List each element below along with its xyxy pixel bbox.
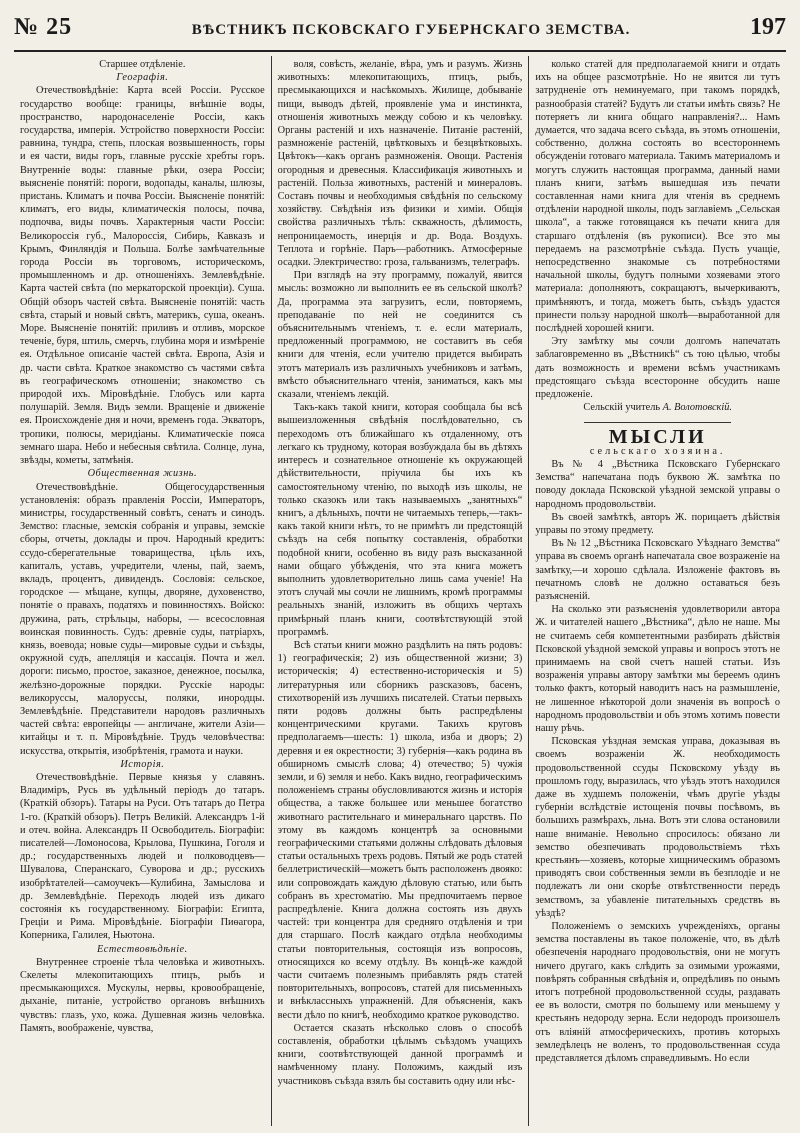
paragraph: Псковская уѣздная земская управа, доказывая въ своемъ возраженіи Ж. необходимость продовольственной ссуды Псковскому уѣзду въ прошломъ году, выразилась, что уѣздъ этотъ находился даже въ худшемъ положеніи, чѣмъ другіе уѣзды губерніи вслѣдствіе истощенія почвы посѣвомъ, въ большихъ размѣрахъ, льна. Вотъ эти слова остановили наше вниманіе. Невольно спросилось: обязано ли земство обезпечивать продовольствіемъ тѣхъ крестьянъ—хозяевъ, которые хищническимъ образомъ приводятъ свои собственныя земли въ безплодіе и не подлежатъ ли они скорѣе отвѣтственности передъ земствомъ, за убавленіе питательныхъ средствъ въ уѣздѣ?: [535, 736, 781, 919]
section-heading: Старшее отдѣленіе.: [99, 59, 186, 70]
column-3: [528, 56, 786, 1126]
columns: [14, 56, 786, 1126]
paragraph: Внутреннее строеніе тѣла человѣка и животныхъ. Скелеты млекопитающихъ птицъ, рыбъ и пресмыкающихся. Мускулы, нервы, кровообращеніе, дыханіе, питаніе, устройство органовъ внѣшнихъ чувствъ: глазъ, ухо, кожа. Душевная жизнь человѣка. Память, воображеніе, чувства,: [20, 956, 265, 1034]
paragraph: Въ своей замѣткѣ, авторъ Ж. порицаетъ дѣйствія управы по этому предмету.: [535, 511, 781, 536]
paragraph: Отечествовѣдѣніе: Карта всей Россіи. Русское государство вообще: границы, внѣшніе воды, пространство, народонаселеніе Россіи, какъ государства, имперія. Устройство поверхности Россіи: равнина, тундра, степь, плоская возвышенность, горы и ея части, виды горъ, главные русскіе хребты горъ. Внутренніе воды: главные рѣки, озера Россіи; выясненіе понятій: пороги, водопады, каналы, шлюзы, пристань. Климатъ и почва Россіи. Выясненіе понятій: климатъ, его виды, климатическія полосы, почва, подпочва, виды почвъ. Характерныя части Россіи: Великороссія губ., Малороссія, Сибирь, Кавказъ и Крымъ, Финляндія и Польша. Болѣе замѣчательные города Россіи въ торговомъ, историческомъ, промышленномъ и др. отношеніяхъ. Землевѣдѣніе. Карта частей свѣта (по меркаторской проекціи). Суша. Общій обзоръ частей свѣта. Выясненіе понятій: часть свѣта, старый и новый свѣтъ, материкъ, суша, океанъ. Море. Выясненіе понятій: приливъ и отливъ, морское теченіе, буря, штиль, смерчъ, глубина моря и измѣреніе ея. Отдѣльное описаніе частей свѣта. Европа, Азія и др. части свѣта. Краткое знакомство съ частями свѣта въ географическомъ отношеніи; знакомство съ природой ихъ. Міровѣдѣніе. Глобусъ или карта полушарій. Земля. Видъ земли. Вращеніе и движеніе ея. Происхожденіе дня и ночи, временъ года. Экваторъ, тропики, полюсы, меридіаны. Климатическіе пояса земнаго шара. Небо и небесныя свѣтила. Солнце, луна, звѣзды, кометы, затмѣнія.: [20, 85, 265, 467]
paragraph: колько статей для предполагаемой книги и отдать ихъ на общее разсмотрѣніе. Но не явится ли тутъ затрудненіе отъ неминуемаго, при такомъ порядкѣ, разнообразія статей? Будутъ ли статьи имѣть связь? Не потеряетъ ли книга общаго направленія?... Намъ думается, что задача всего съѣзда, въ этомъ отношеніи, собственно, должна состоять во всестороннемъ обсужденіи готоваго материала. Такимъ материаломъ и могутъ служить настоящая программа, данный нами планъ книги, затѣмъ вышедшая изъ печати составленная нами книга для чтенія въ среднемъ отдѣленіи народной школы, подъ заглавіемъ „Сельская школа“, а также готовящаяся къ печати книга для старшаго отдѣленія (въ рукописи). Все это мы передаемъ на разсмотрѣніе съѣзда. Пусть учащіе, непосредственно знакомые съ потребностями начальной школы, будутъ полными хозяевами этого материала: дополняютъ, сокращаютъ, вычеркиваютъ, примѣняютъ, и тогда, можетъ быть, съѣздъ удастся принести пользу народной школѣ—выработанной для послѣдней хорошей книги.: [535, 59, 781, 335]
column-2: [271, 56, 529, 1126]
issue-number: № 25: [14, 14, 73, 40]
subsection-history: Исторія.: [120, 758, 165, 770]
paragraph: Всѣ статьи книги можно раздѣлить на пять родовъ: 1) географическія; 2) изъ общественной жизни; 3) историческія; 4) естественно-историческія и 5) литературныя или сборникъ разсказовъ, басенъ, стихотвореній изъ лучшихъ писателей. Статьи первыхъ пяти родовъ должны быть распредѣлены концентрическими кругами. Такихъ круговъ предполагаемъ—шесть: 1) школа, изба и дворъ; 2) деревня и ея окрестности; 3) губернія—какъ родина въ обширномъ смыслѣ слова; 4) отечество; 5) чужія земли, и 6) земля и небо. Какъ видно, географическимъ положеніемъ страны обусловливаются жизнь и исторія общества, а также большее или меньшее богатство животнаго растительнаго и минеральнаго царствъ. По этому въ каждомъ концентрѣ за основными географическими статьями должны слѣдовать дѣловыя статьи остальныхъ трехъ родовъ. Пятый же родъ статей беллетристическій—можетъ быть расположенъ двояко: или сопровождать каждую дѣловую статью, или быть собранъ въ хрестоматію. Мы предпочитаемъ первое распредѣленіе. Книга должна состоять изъ двухъ частей: три концентра для средняго отдѣленія и три для старшаго. Послѣ каждаго отдѣла необходимы статьи повторительныя, состоящія изъ вопросовъ, относящихся ко всему отдѣлу. Въ концѣ-же каждой части считаемъ полезнымъ прибавлять рядъ статей повторительныхъ, вопросовъ, статей для письменныхъ и внѣклассныхъ упражненій. Для объясненія, какъ вести дѣло по книгѣ, необходимо краткое руководство.: [277, 639, 523, 1021]
subsection-geography: Географія.: [116, 72, 169, 84]
page-number: 197: [749, 14, 786, 40]
column-1: [14, 56, 271, 1126]
journal-title: ВѢСТНИКЪ ПСКОВСКАГО ГУБЕРНСКАГО ЗЕМСТВА.: [191, 22, 631, 38]
paragraph: Въ № 4 „Вѣстника Псковскаго Губернскаго Земства“ напечатана подъ буквою Ж. замѣтка по поводу доклада Псковской уѣздной земской управы о народномъ продовольствіи.: [535, 458, 781, 510]
divider: [584, 422, 731, 423]
paragraph: Эту замѣтку мы сочли долгомъ напечатать заблаговременно въ „Вѣстникѣ“ съ тою цѣлью, чтобы дать возможность и времени всѣмъ участникамъ предстоящаго съѣзда всесторонне обсудить наше предложеніе.: [535, 336, 781, 401]
paragraph: Такъ-какъ такой книги, которая сообщала бы всѣ вышеизложенныя свѣдѣнія послѣдовательно, съ переходомъ отъ ближайшаго къ отдаленному, отъ легкаго къ трудному, которая возбуждала бы въ дѣтяхъ интересъ и сознательное отношеніе къ окружающей дѣйствительности, пріучила бы ихъ къ самостоятельному чтенію, по выходѣ изъ школы, не только сказокъ или такъ называемыхъ „занятныхъ“ книгъ, а дѣльныхъ, почти не читаемыхъ теперь,—такъ-какъ такой книги нѣтъ, то не примѣтъ ли предстоящій съѣздъ на себя попытку составленія, обработки подобной книги, особенно въ виду разъ высказанной нами общаго убѣжденія, что эта книга можетъ выполнить удовлетворительно лишь сама ученіе! На этотъ случай мы сочли не лишнимъ, кромѣ программы реальныхъ знаній, изложить въ общихъ чертахъ примѣрный планъ книги, соотвѣтствующій этой программѣ.: [277, 402, 523, 638]
paragraph: воля, совѣсть, желаніе, вѣра, умъ и разумъ. Жизнь животныхъ: млекопитающихъ, птицъ, рыбъ, пресмыкающихся и насѣкомыхъ. Жилище, добываніе пищи, выводъ дѣтей, проявленіе ума и инстинкта, отношенія животныхъ между собою и къ человѣку. Органы растеній и ихъ назначеніе. Питаніе растеній, размноженіе растеній, цвѣтковыхъ и безцвѣтковыхъ. Цвѣтокъ—какъ органъ размноженія. Овощи. Растенія огородныя и древесныя. Классификація животныхъ и растеній. Польза животныхъ, растеній и минераловъ. Составъ почвы и необходимыя свѣдѣнія по сельскому хозяйству. Свѣдѣнія изъ физики и химіи. Общія свойства различныхъ тѣлъ: скважность, дѣлимость, непроницаемость, инерція и др. Вода. Воздухъ. Теплота и горѣніе. Паръ—работникъ. Атмосферные осадки. Электричество: гроза, гальванизмъ, телеграфъ.: [277, 59, 523, 269]
header-rule: [14, 50, 786, 52]
subsection-natural: Естествовѣдѣніе.: [96, 943, 188, 955]
article-title: МЫСЛИ: [608, 426, 707, 449]
paragraph: Отечествовѣдѣніе. Первые князья у славянъ. Владиміръ, Русь въ удѣльный періодъ до татаръ. (Краткій обзоръ). Татары на Руси. Отъ татаръ до Петра 1-го. (Краткій обзоръ). Петръ Великій. Александръ 1-й и отеч. война. Александръ II Освободитель. Біографіи: писателей—Ломоносова, Крылова, Пушкина, Гоголя и др.; государственныхъ людей и полководцевъ—Шувалова, Сперанскаго, Суворова и др.; русскихъ изобрѣтателей—самоучекъ—Кулибина, Замыслова и др. Землевѣдѣніе. Переходъ людей изъ дикаго состоянія къ государственному. Біографіи: Египта, Греціи и Рима. Міровѣдѣніе. Біографіи Пиѳагора, Коперника, Галилея, Ньютона.: [20, 771, 265, 942]
signature: [535, 401, 780, 414]
signature-name: А. Волотовскій.: [662, 402, 732, 414]
paragraph: При взглядѣ на эту программу, пожалуй, явится мысль: возможно ли выполнить ее въ сельской школѣ? Да, программа эта загрузитъ, если, повторяемъ, преподаваніе по ней не соединится съ объяснительнымъ чтеніемъ, т. е. если материалъ, предложенный программою, не составитъ въ себя книги для чтенія, если учителю придется выбирать этотъ материалъ изъ различныхъ учебниковъ и затѣмъ, вмѣсто объяснительнаго чтенія, заниматься, какъ мы сказали, чтеніемъ лекцій.: [277, 270, 523, 401]
subsection-social: Общественная жизнь.: [87, 468, 198, 480]
page-header: [14, 14, 786, 44]
paragraph: Остается сказать нѣсколько словъ о способѣ составленія, обработки цѣлымъ съѣздомъ учащихъ книги, соотвѣтствующей данной программѣ и намѣченному плану. Положимъ, каждый изъ участниковъ съѣзда взялъ бы составить одну или нѣс-: [277, 1022, 523, 1087]
paragraph: На сколько эти разъясненія удовлетворили автора Ж. и читателей нашего „Вѣстника“, дѣло не наше. Мы не считаемъ себя компетентными разбирать дѣйствія Псковской уѣздной земской управы и вопросъ этотъ не принимаемъ на свой счетъ нашей статьи. Изъ возраженія управы автору замѣтки мы береемъ одинъ только фактъ, который наводитъ насъ на размышленіе, не лишенное нѣкоторой доли значенія въ вопросѣ о народномъ продовольствіи и объ этомъ хотимъ повести нашу рѣчь.: [535, 604, 781, 734]
paragraph: Положеніемъ о земскихъ учрежденіяхъ, органы земства поставлены въ такое положеніе, что, въ дѣлѣ обезпеченія народнаго продовольствія, они не могутъ ничего другаго, какъ слѣдить за озимыми урожаями, повѣрять собранныя свѣдѣнія и, опредѣливъ по онымъ итогъ потребной продовольственной ссуды, раздавать ее въ волости, смотря по большему или меньшему у крестьянъ недороду зерна. Если недородъ произошелъ отъ вліяній атмосферическихъ, противъ которыхъ земледѣлецъ не воленъ, то продовольственная ссуда представляется дѣломъ справедливымъ. Но если: [535, 921, 781, 1065]
paragraph: Отечествовѣдѣніе. Общегосударственныя установленія: образъ правленія Россіи, Императоръ, министры, государственный совѣтъ, сенатъ и синодъ. Земство: гласные, земскія собранія и управы, земскіе сборы, отчеты, доклады и проч. Народный кредитъ: ссудо-сберегательные товарищества, цѣль ихъ, капиталъ, уставъ, учредители, члены, пай, заемъ, вкладъ, процентъ, дивидендъ. Сословія: сельское, городское — мѣщане, купцы, дворяне, духовенство, понятіе о правахъ, податяхъ и повинностяхъ. Войско: дружина, рать, стрѣльцы, наборы, — всесословная воинская повинность. Судъ: древніе суды, патріархъ, князь, воевода; новые суды—мировые судьи и съѣзды, окружной судъ, апелляція и кассація. Почта и жел. дороги: письмо, простое, заказное, денежное, посылка, желѣзно-дорожные порядки. Русскіе народы: великоруссы, малоруссы, поляки, инородцы. Землевѣдѣніе. Представители народовъ различныхъ частей свѣта: европейцы — англичане, жители Азіи—китайцы и т. п. Міровѣдѣніе. Трудъ человѣчества: искусства, открытія, изобрѣтенія, грамота и науки.: [20, 481, 265, 757]
signature-prefix: Сельскій учитель: [583, 402, 661, 414]
article-subtitle: сельскаго хозяина.: [589, 445, 726, 457]
paragraph: Въ № 12 „Вѣстника Псковскаго Уѣзднаго Земства“ управа въ своемъ органѣ напечатала свое возраженіе на замѣтку,—и хорошо сдѣлала. Изложеніе фактовъ въ печатномъ словѣ не должно оставаться безъ разъясненій.: [535, 538, 781, 602]
